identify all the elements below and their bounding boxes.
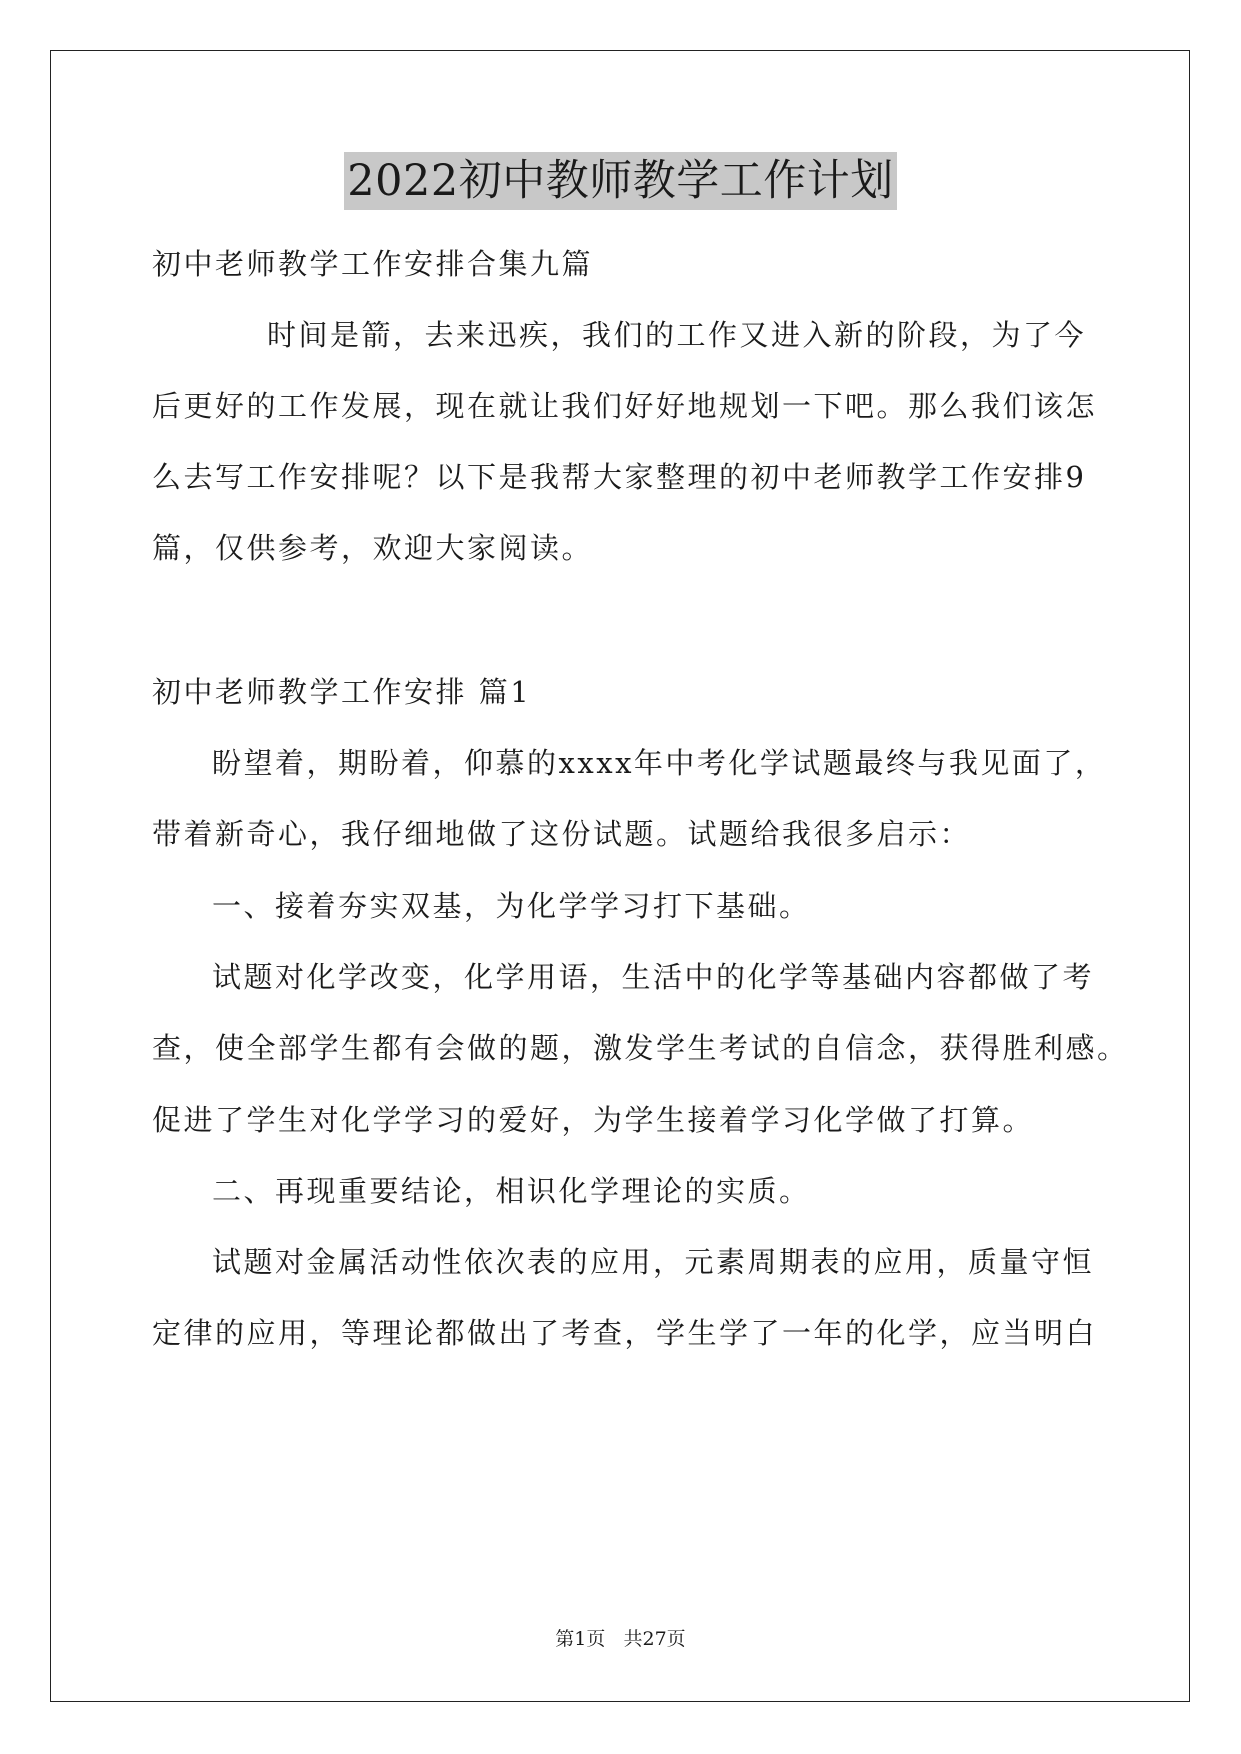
title-container [0, 152, 1241, 210]
body-line: 带着新奇心，我仔细地做了这份试题。试题给我很多启示： [152, 817, 972, 851]
body-line: 篇，仅供参考，欢迎大家阅读。 [152, 531, 594, 565]
body-line: 试题对化学改变，化学用语，生活中的化学等基础内容都做了考 [212, 960, 1095, 994]
page-frame [50, 50, 1190, 1702]
subtitle-line: 初中老师教学工作安排合集九篇 [152, 247, 594, 281]
body-line: 促进了学生对化学学习的爱好，为学生接着学习化学做了打算。 [152, 1103, 1035, 1137]
document-title: 2022初中教师教学工作计划 [344, 152, 896, 210]
body-line: 盼望着，期盼着，仰慕的xxxx年中考化学试题最终与我见面了， [212, 746, 1107, 780]
body-line: 二、再现重要结论，相识化学理论的实质。 [212, 1174, 811, 1208]
body-line: 试题对金属活动性依次表的应用，元素周期表的应用，质量守恒 [212, 1245, 1095, 1279]
page-number-label: 第1页 共27页 [555, 1628, 686, 1650]
body-line: 后更好的工作发展，现在就让我们好好地规划一下吧。那么我们该怎 [152, 389, 1098, 423]
body-line: 时间是箭，去来迅疾，我们的工作又进入新的阶段，为了今 [267, 318, 1087, 352]
body-line: 查，使全部学生都有会做的题，激发学生考试的自信念，获得胜利感。 [152, 1031, 1129, 1065]
body-line: 定律的应用，等理论都做出了考查，学生学了一年的化学，应当明白 [152, 1316, 1098, 1350]
body-line: 么去写工作安排呢？以下是我帮大家整理的初中老师教学工作安排9 [152, 460, 1087, 494]
page-footer [0, 1627, 1241, 1651]
body-line: 一、接着夯实双基，为化学学习打下基础。 [212, 889, 811, 923]
section-heading: 初中老师教学工作安排 篇1 [152, 675, 532, 709]
